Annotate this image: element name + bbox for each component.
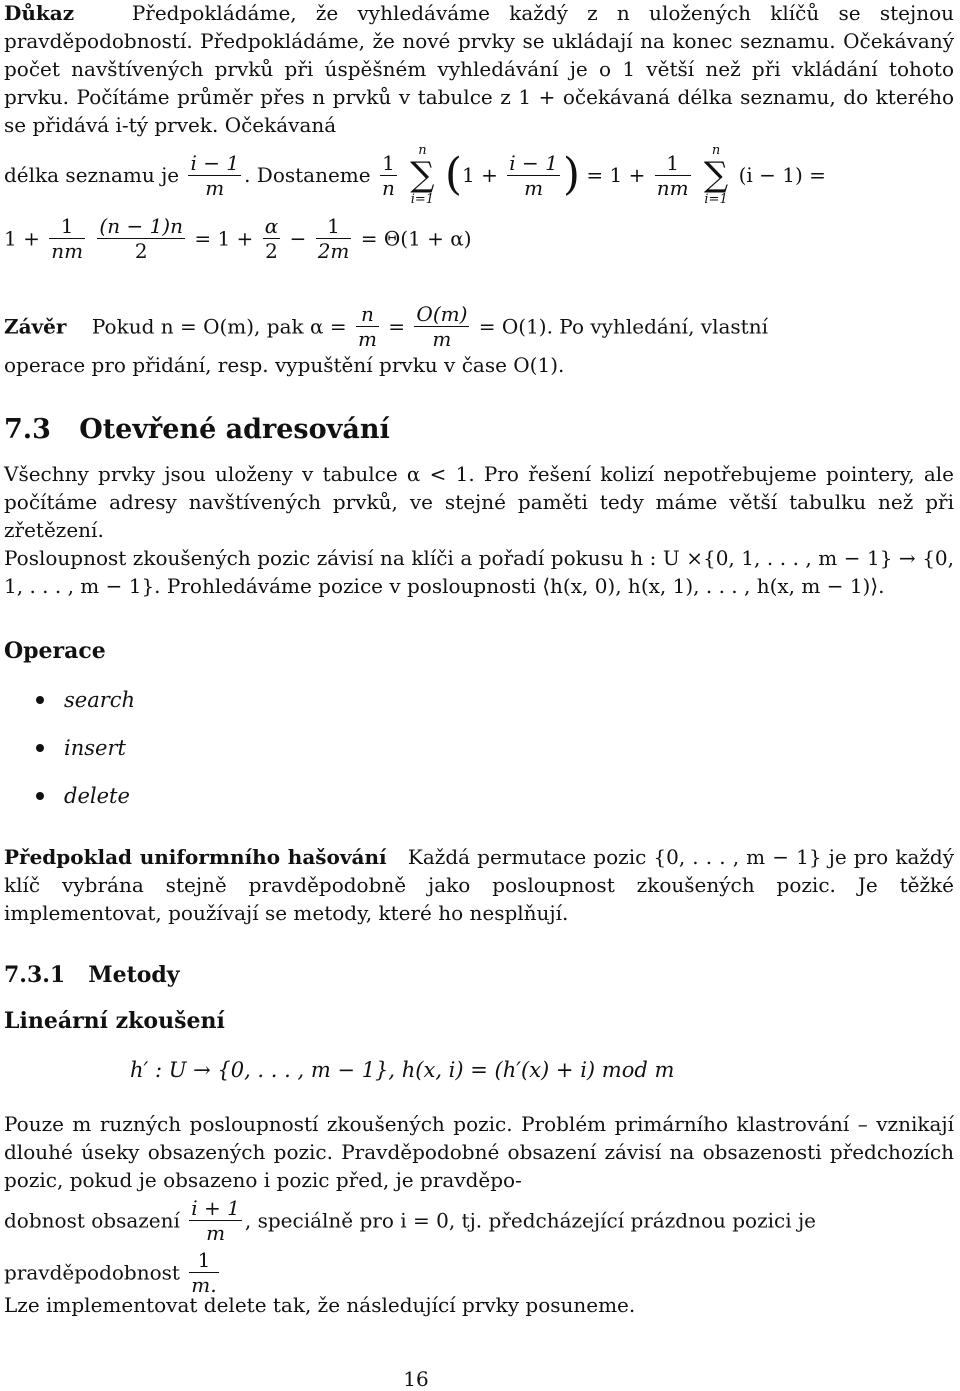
list-item: insert [30, 728, 135, 776]
frac-1-over-m: $\frac{1}{m.}$ [191, 1248, 217, 1297]
operations-heading: Operace [4, 638, 106, 664]
frac-1-over-nm-b: $\frac{1}{nm}$ [51, 214, 84, 263]
dostaneme-text: . Dostaneme [244, 163, 371, 187]
uniform-label: Předpoklad uniformního hašování [4, 845, 387, 869]
conclusion-line-2: operace pro přidání, resp. vypuštění prvku v čase O(1). [4, 353, 565, 377]
proof-paragraph [4, 0, 954, 139]
sum-symbol-1: n ∑ i=1 [410, 143, 435, 207]
conclusion-line: Závěr Pokud n = O(m), pak α = $\frac{n}{m}$ = $\frac{O(m)}{m}$ = O(1). Po vyhledání, vlastní [4, 302, 768, 351]
equation-line-1 [4, 143, 826, 207]
section-heading: 7.3 Otevřené adresování [4, 414, 390, 445]
conclusion-label: Závěr [4, 314, 67, 339]
linear-formula: h′ : U → {0, . . . , m − 1}, h(x, i) = (h′(x) + i) mod m [130, 1058, 675, 1082]
conclusion-pre: Pokud n = O(m), pak α = [91, 314, 347, 339]
operations-list [30, 680, 135, 824]
list-item: delete [30, 776, 135, 824]
uniform-text: Každá permutace pozic {0, . . . , m − 1} je pro každý klíč vybrána stejně pravděpodobně jako posloupnost zkoušených pozic. Je těžké implementovat, používají se metody, které ho nesplňují. [4, 845, 954, 925]
frac-n-1-n-over-2: $\frac{(n - 1)n}{2}$ [99, 214, 183, 263]
proof-text: Předpokládáme, že vyhledáváme každý z n uložených klíčů se stejnou pravděpodobností. Předpokládáme, že nové prvky se ukládají na konec seznamu. Očekávaný počet navštívených prvků při úspěšném vyhledávání je o 1 větší než při vkládání tohoto prvku. Počítáme průměr přes n prvků v tabulce z 1 + očekávaná délka seznamu, do kterého se přidává i-tý prvek. Očekávaná [4, 1, 954, 137]
len-text: délka seznamu je [4, 163, 180, 187]
linear-heading: Lineární zkoušení [4, 1008, 225, 1034]
proof-label: Důkaz [4, 1, 75, 25]
frac-alpha-over-2: $\frac{\alpha}{2}$ [264, 214, 279, 263]
eq-one-plus: = 1 + [586, 163, 646, 187]
tail-expr: (i − 1) = [738, 163, 826, 187]
probability-line-2: pravděpodobnost $\frac{1}{m.}$ [4, 1248, 217, 1297]
linear-last-line: Lze implementovat delete tak, že následující prvky posuneme. [4, 1293, 636, 1317]
left-paren: ( [444, 149, 463, 200]
page-number: 16 [403, 1367, 429, 1391]
subsection-heading: 7.3.1 Metody [4, 962, 180, 988]
sum-symbol-2: n ∑ i=1 [703, 143, 729, 207]
frac-1-over-n: $\frac{1}{n}$ [381, 150, 395, 200]
theta-expr: = Θ(1 + α) [360, 226, 472, 251]
right-paren: ) [562, 149, 581, 200]
section-paragraph-2: Posloupnost zkoušených pozic závisí na klíči a pořadí pokusu h : U ×{0, 1, . . . , m − 1} → {0, 1, . . . , m − 1}. Prohledáváme pozice v posloupnosti ⟨h(x, 0), h(x, 1), . . . , h(x, m − 1)⟩. [4, 546, 954, 598]
frac-n-over-m: $\frac{n}{m}$ [357, 302, 377, 351]
frac-i-plus-1-over-m: $\frac{i + 1}{m}$ [191, 1196, 240, 1245]
frac-1-over-2m: $\frac{1}{2m}$ [317, 214, 350, 263]
uniform-paragraph [4, 843, 954, 927]
linear-paragraph: Pouze m ruzných posloupností zkoušených pozic. Problém primárního klastrování – vznikají dlouhé úseky obsazených pozic. Pravděpodobné obsazení závisí na obsazenosti předchozích pozic, pokud je obsazeno i pozic před, je pravděpo- [4, 1112, 954, 1192]
conclusion-post: = O(1). Po vyhledání, vlastní [478, 314, 768, 339]
equation-line-2: 1 + $\frac{1}{nm}$ $\frac{(n - 1)n}{2}$ = 1 + $\frac{\alpha}{2}$ − $\frac{1}{2m}$ = Θ(1 + α) [4, 214, 472, 263]
section-paragraph-1: Všechny prvky jsou uloženy v tabulce α < 1. Pro řešení kolizí nepotřebujeme pointery, ale počítáme adresy navštívených prvků, ve stejné paměti tedy máme větší tabulku než při zřetězení. [4, 462, 954, 542]
frac-1-over-nm: $\frac{1}{nm}$ [656, 150, 689, 200]
probability-line: dobnost obsazení $\frac{i + 1}{m}$ , speciálně pro i = 0, tj. předcházející prázdnou pozici je [4, 1196, 816, 1245]
frac-i-1-over-m-2: $\frac{i - 1}{m}$ [509, 150, 558, 200]
one-plus: 1 + [462, 163, 498, 187]
frac-om-over-m: $\frac{O(m)}{m}$ [416, 302, 468, 351]
list-item: search [30, 680, 135, 728]
frac-i-1-over-m: $\frac{i - 1}{m}$ [190, 150, 240, 200]
